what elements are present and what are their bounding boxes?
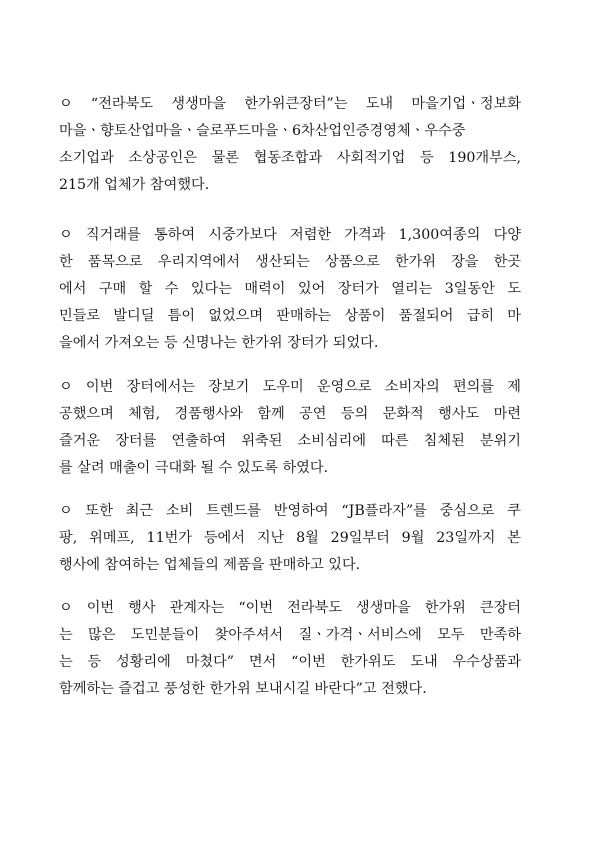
paragraph-line: 함께하는 즐겁고 풍성한 한가위 보내시길 바란다”고 전했다. (59, 681, 427, 697)
paragraph-line: ㅇ 이번 장터에서는 장보기 도우미 운영으로 소비자의 편의를 제 (59, 379, 521, 395)
paragraph-line: 한 품목으로 우리지역에서 생산되는 상품으로 한가위 장을 한곳 (59, 254, 521, 270)
paragraph-line: 에서 구매 할 수 있다는 매력이 있어 장터가 열리는 3일동안 도 (59, 281, 521, 297)
paragraph-line: 행사에 참여하는 업체들의 제품을 판매하고 있다. (59, 557, 361, 573)
paragraph-line: 소기업과 소상공인은 물론 협동조합과 사회적기업 등 190개부스, (59, 150, 521, 166)
paragraph-participants (59, 91, 521, 199)
paragraph-line: 215개 업체가 참여했다. (59, 177, 210, 193)
paragraph-line: 는 등 성황리에 마쳤다” 면서 “이번 한가위도 도내 우수상품과 (59, 654, 521, 670)
paragraph-market-events (59, 374, 521, 482)
paragraph-line: 팡, 위메프, 11번가 등에서 지난 8월 29일부터 9월 23일까지 본 (59, 530, 521, 546)
paragraph-online-sales (59, 498, 521, 579)
paragraph-line: 민들로 발디딜 틈이 없었으며 판매하는 상품이 품절되어 급히 마 (59, 308, 521, 324)
paragraph-line: 마을ㆍ향토산업마을ㆍ슬로푸드마을ㆍ6차산업인증경영체ㆍ우수중 (59, 123, 466, 139)
paragraph-line: 는 많은 도민분들이 찾아주셔서 질ㆍ가격ㆍ서비스에 모두 만족하 (59, 627, 521, 643)
paragraph-line: 즐거운 장터를 연출하여 위축된 소비심리에 따른 침체된 분위기 (59, 433, 521, 449)
paragraph-line: ㅇ 직거래를 통하여 시중가보다 저렴한 가격과 1,300여종의 다양 (59, 227, 521, 243)
paragraph-line: 을에서 가져오는 등 신명나는 한가위 장터가 되었다. (59, 335, 379, 351)
paragraph-line: ㅇ “전라북도 생생마을 한가위큰장터”는 도내 마을기업ㆍ정보화 (59, 96, 521, 112)
paragraph-official-quote (59, 595, 521, 703)
paragraph-line: ㅇ 이번 행사 관계자는 “이번 전라북도 생생마을 한가위 큰장터 (59, 600, 521, 616)
paragraph-line: ㅇ 또한 최근 소비 트렌드를 반영하여 “JB플라자”를 중심으로 쿠 (59, 503, 521, 519)
paragraph-line: 를 살려 매출이 극대화 될 수 있도록 하였다. (59, 460, 329, 476)
paragraph-direct-trade (59, 222, 521, 357)
paragraph-line: 공했으며 체험, 경품행사와 함께 공연 등의 문화적 행사도 마련 (59, 406, 521, 422)
